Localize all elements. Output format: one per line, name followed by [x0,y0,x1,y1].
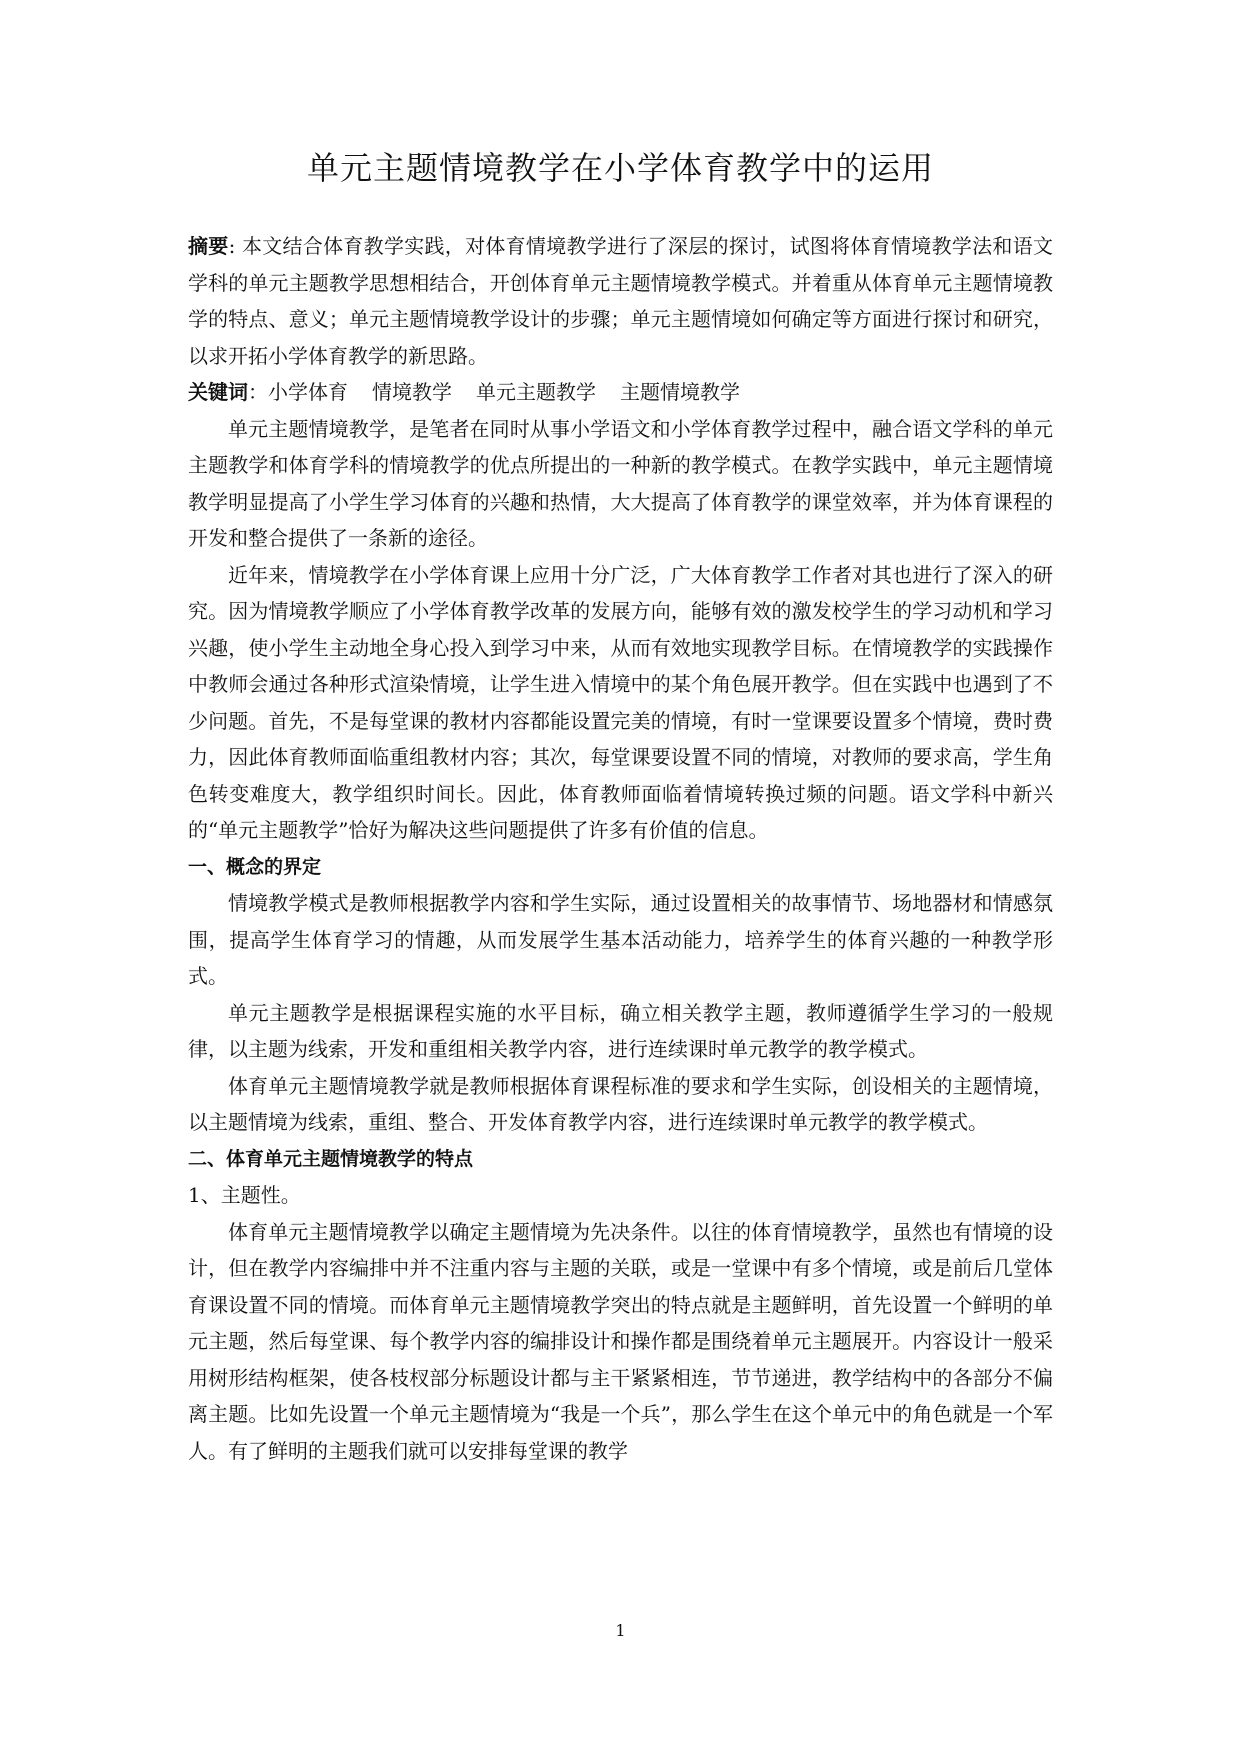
keywords-colon: ： [248,380,268,404]
definition-paragraph-3: 体育单元主题情境教学就是教师根据体育课程标准的要求和学生实际，创设相关的主题情境，以主题情境为线索，重组、整合、开发体育教学内容，进行连续课时单元教学的教学模式。 [188,1073,1053,1134]
keywords-label: 关键词 [188,380,248,404]
section-heading-2: 二、体育单元主题情境教学的特点 [188,1147,474,1170]
keyword-item: 情境教学 [372,380,452,404]
keyword-item: 单元主题教学 [476,380,596,404]
document-body [188,228,1053,1469]
section-heading-1: 一、概念的界定 [188,855,322,878]
keyword-item: 主题情境教学 [620,380,740,404]
feature-paragraph-1: 体育单元主题情境教学以确定主题情境为先决条件。以往的体育情境教学，虽然也有情境的设计，但在教学内容编排中并不注重内容与主题的关联，或是一堂课中有多个情境，或是前后几堂体育课设置不同的情境。而体育单元主题情境教学突出的特点就是主题鲜明，首先设置一个鲜明的单元主题，然后每堂课、每个教学内容的编排设计和操作都是围绕着单元主题展开。内容设计一般采用树形结构框架，使各枝杈部分标题设计都与主干紧紧相连，节节递进，教学结构中的各部分不偏离主题。比如先设置一个单元主题情境为“我是一个兵”，那么学生在这个单元中的角色就是一个军人。有了鲜明的主题我们就可以安排每堂课的教学 [188,1219,1053,1463]
intro-paragraph-2: 近年来，情境教学在小学体育课上应用十分广泛，广大体育教学工作者对其也进行了深入的研究。因为情境教学顺应了小学体育教学改革的发展方向，能够有效的激发校学生的学习动机和学习兴趣，使小学生主动地全身心投入到学习中来，从而有效地实现教学目标。在情境教学的实践操作中教师会通过各种形式渲染情境，让学生进入情境中的某个角色展开教学。但在实践中也遇到了不少问题。首先，不是每堂课的教材内容都能设置完美的情境，有时一堂课要设置多个情境，费时费力，因此体育教师面临重组教材内容；其次，每堂课要设置不同的情境，对教师的要求高，学生角色转变难度大，教学组织时间长。因此，体育教师面临着情境转换过频的问题。语文学科中新兴的“单元主题教学”恰好为解决这些问题提供了许多有价值的信息。 [188,562,1053,842]
abstract-label: 摘要 [188,234,229,258]
page-number: 1 [615,1621,626,1640]
keyword-item: 小学体育 [268,380,348,404]
abstract-paragraph [188,228,1053,374]
document-title: 单元主题情境教学在小学体育教学中的运用 [306,149,934,187]
abstract-text: : 本文结合体育教学实践，对体育情境教学进行了深层的探讨，试图将体育情境教学法和语文学科的单元主题教学思想相结合，开创体育单元主题情境教学模式。并着重从体育单元主题情境教学的特点、意义；单元主题情境教学设计的步骤；单元主题情境如何确定等方面进行探讨和研究，以求开拓小学体育教学的新思路。 [188,234,1053,368]
definition-paragraph-1: 情境教学模式是教师根据教学内容和学生实际，通过设置相关的故事情节、场地器材和情感氛围，提高学生体育学习的情趣，从而发展学生基本活动能力，培养学生的体育兴趣的一种教学形式。 [188,891,1053,988]
keywords-line [188,374,1053,411]
subsection-heading-1: 1、主题性。 [188,1183,301,1207]
definition-paragraph-2: 单元主题教学是根据课程实施的水平目标，确立相关教学主题，教师遵循学生学习的一般规律，以主题为线索，开发和重组相关教学内容，进行连续课时单元教学的教学模式。 [188,1000,1053,1061]
intro-paragraph-1: 单元主题情境教学，是笔者在同时从事小学语文和小学体育教学过程中，融合语文学科的单元主题教学和体育学科的情境教学的优点所提出的一种新的教学模式。在教学实践中，单元主题情境教学明显提高了小学生学习体育的兴趣和热情，大大提高了体育教学的课堂效率，并为体育课程的开发和整合提供了一条新的途径。 [188,416,1053,550]
